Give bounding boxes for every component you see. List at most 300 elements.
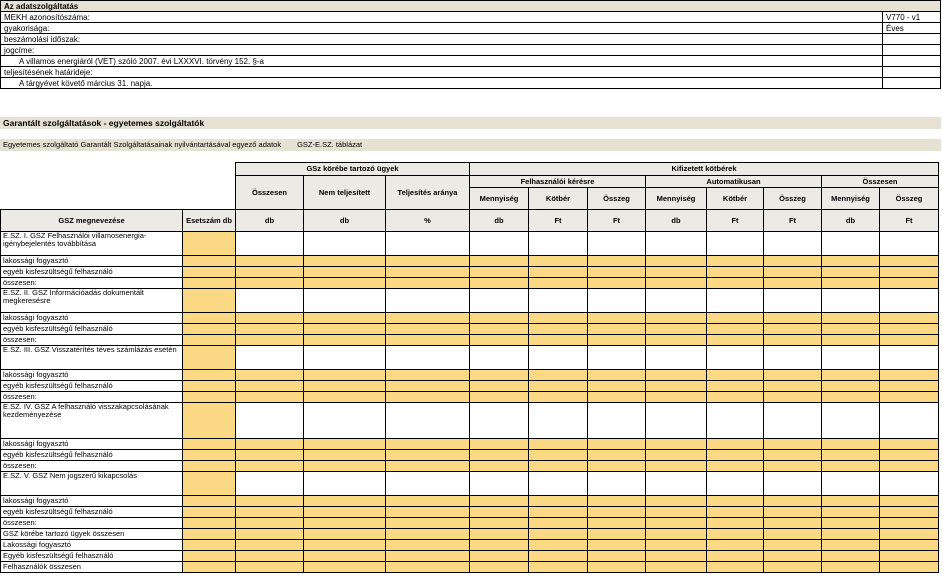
data-cell[interactable] bbox=[822, 346, 880, 370]
data-cell[interactable] bbox=[646, 370, 707, 381]
data-cell[interactable] bbox=[529, 267, 588, 278]
data-cell[interactable] bbox=[386, 278, 470, 289]
data-cell[interactable] bbox=[529, 289, 588, 313]
data-cell[interactable] bbox=[304, 529, 386, 540]
data-cell[interactable] bbox=[236, 381, 304, 392]
data-cell[interactable] bbox=[822, 370, 880, 381]
data-cell[interactable] bbox=[588, 313, 646, 324]
esetszam-cell[interactable] bbox=[183, 313, 236, 324]
data-cell[interactable] bbox=[304, 313, 386, 324]
data-cell[interactable] bbox=[646, 278, 707, 289]
data-cell[interactable] bbox=[386, 562, 470, 573]
data-cell[interactable] bbox=[822, 507, 880, 518]
data-cell[interactable] bbox=[646, 232, 707, 256]
esetszam-cell[interactable] bbox=[183, 540, 236, 551]
data-cell[interactable] bbox=[236, 370, 304, 381]
data-cell[interactable] bbox=[386, 540, 470, 551]
esetszam-cell[interactable] bbox=[183, 439, 236, 450]
data-cell[interactable] bbox=[470, 496, 529, 507]
data-cell[interactable] bbox=[707, 381, 764, 392]
data-cell[interactable] bbox=[822, 450, 880, 461]
esetszam-cell[interactable] bbox=[183, 289, 236, 313]
data-cell[interactable] bbox=[529, 346, 588, 370]
data-cell[interactable] bbox=[707, 518, 764, 529]
data-cell[interactable] bbox=[386, 346, 470, 370]
data-cell[interactable] bbox=[529, 313, 588, 324]
data-cell[interactable] bbox=[707, 551, 764, 562]
data-cell[interactable] bbox=[236, 496, 304, 507]
data-cell[interactable] bbox=[764, 267, 822, 278]
data-cell[interactable] bbox=[822, 518, 880, 529]
total-row bbox=[1, 529, 939, 540]
esetszam-cell[interactable] bbox=[183, 232, 236, 256]
data-cell[interactable] bbox=[386, 518, 470, 529]
data-cell[interactable] bbox=[822, 232, 880, 256]
data-cell[interactable] bbox=[304, 403, 386, 439]
data-cell[interactable] bbox=[529, 461, 588, 472]
data-cell[interactable] bbox=[764, 370, 822, 381]
data-cell[interactable] bbox=[880, 496, 939, 507]
data-cell[interactable] bbox=[588, 381, 646, 392]
data-cell[interactable] bbox=[529, 450, 588, 461]
data-cell[interactable] bbox=[588, 461, 646, 472]
data-cell[interactable] bbox=[470, 267, 529, 278]
data-cell[interactable] bbox=[822, 496, 880, 507]
data-cell[interactable] bbox=[822, 562, 880, 573]
data-cell[interactable] bbox=[236, 256, 304, 267]
data-cell[interactable] bbox=[646, 313, 707, 324]
data-cell[interactable] bbox=[646, 256, 707, 267]
esetszam-cell[interactable] bbox=[183, 346, 236, 370]
data-cell[interactable] bbox=[304, 267, 386, 278]
data-cell[interactable] bbox=[304, 551, 386, 562]
data-cell[interactable] bbox=[386, 370, 470, 381]
data-cell[interactable] bbox=[470, 324, 529, 335]
data-cell[interactable] bbox=[764, 562, 822, 573]
data-cell[interactable] bbox=[880, 403, 939, 439]
data-cell[interactable] bbox=[646, 496, 707, 507]
row-label: E.SZ. V. GSZ Nem jogszerű kikapcsolás bbox=[1, 472, 183, 496]
data-cell[interactable] bbox=[822, 267, 880, 278]
data-cell[interactable] bbox=[822, 529, 880, 540]
data-cell[interactable] bbox=[470, 370, 529, 381]
data-cell[interactable] bbox=[386, 450, 470, 461]
data-cell[interactable] bbox=[386, 335, 470, 346]
data-cell[interactable] bbox=[529, 335, 588, 346]
data-cell[interactable] bbox=[304, 540, 386, 551]
data-cell[interactable] bbox=[822, 540, 880, 551]
data-cell[interactable] bbox=[588, 403, 646, 439]
data-cell[interactable] bbox=[304, 289, 386, 313]
data-cell[interactable] bbox=[236, 551, 304, 562]
esetszam-cell[interactable] bbox=[183, 518, 236, 529]
data-cell[interactable] bbox=[470, 461, 529, 472]
data-cell[interactable] bbox=[529, 392, 588, 403]
data-cell[interactable] bbox=[822, 313, 880, 324]
data-cell[interactable] bbox=[707, 562, 764, 573]
data-cell[interactable] bbox=[822, 472, 880, 496]
info-value[interactable] bbox=[883, 78, 941, 89]
data-cell[interactable] bbox=[646, 461, 707, 472]
data-cell[interactable] bbox=[646, 450, 707, 461]
data-cell[interactable] bbox=[880, 232, 939, 256]
data-cell[interactable] bbox=[386, 472, 470, 496]
data-cell[interactable] bbox=[880, 392, 939, 403]
data-cell[interactable] bbox=[588, 439, 646, 450]
data-cell[interactable] bbox=[470, 472, 529, 496]
data-cell[interactable] bbox=[470, 518, 529, 529]
data-cell[interactable] bbox=[646, 551, 707, 562]
esetszam-cell[interactable] bbox=[183, 324, 236, 335]
data-cell[interactable] bbox=[304, 518, 386, 529]
data-cell[interactable] bbox=[529, 370, 588, 381]
info-value[interactable] bbox=[883, 45, 941, 56]
data-cell[interactable] bbox=[470, 507, 529, 518]
data-cell[interactable] bbox=[588, 518, 646, 529]
data-cell[interactable] bbox=[764, 461, 822, 472]
data-cell[interactable] bbox=[764, 507, 822, 518]
data-cell[interactable] bbox=[707, 450, 764, 461]
data-cell[interactable] bbox=[822, 439, 880, 450]
data-cell[interactable] bbox=[236, 439, 304, 450]
data-cell[interactable] bbox=[707, 529, 764, 540]
esetszam-cell[interactable] bbox=[183, 335, 236, 346]
data-cell[interactable] bbox=[822, 324, 880, 335]
data-cell[interactable] bbox=[707, 324, 764, 335]
data-cell[interactable] bbox=[236, 278, 304, 289]
esetszam-cell[interactable] bbox=[183, 461, 236, 472]
data-cell[interactable] bbox=[470, 381, 529, 392]
data-cell[interactable] bbox=[386, 496, 470, 507]
data-cell[interactable] bbox=[588, 267, 646, 278]
info-value[interactable]: Éves bbox=[883, 23, 941, 34]
esetszam-cell[interactable] bbox=[183, 392, 236, 403]
esetszam-cell[interactable] bbox=[183, 450, 236, 461]
data-cell[interactable] bbox=[880, 562, 939, 573]
data-cell[interactable] bbox=[236, 232, 304, 256]
data-cell[interactable] bbox=[386, 267, 470, 278]
data-cell[interactable] bbox=[470, 551, 529, 562]
data-cell[interactable] bbox=[880, 540, 939, 551]
data-cell[interactable] bbox=[880, 472, 939, 496]
data-cell[interactable] bbox=[386, 403, 470, 439]
data-cell[interactable] bbox=[707, 267, 764, 278]
data-cell[interactable] bbox=[880, 289, 939, 313]
data-cell[interactable] bbox=[529, 472, 588, 496]
data-cell[interactable] bbox=[588, 496, 646, 507]
data-cell[interactable] bbox=[304, 256, 386, 267]
data-cell[interactable] bbox=[588, 370, 646, 381]
data-cell[interactable] bbox=[707, 370, 764, 381]
data-cell[interactable] bbox=[588, 232, 646, 256]
data-cell[interactable] bbox=[236, 472, 304, 496]
data-cell[interactable] bbox=[236, 403, 304, 439]
data-cell[interactable] bbox=[764, 518, 822, 529]
data-cell[interactable] bbox=[470, 529, 529, 540]
data-cell[interactable] bbox=[529, 439, 588, 450]
data-cell[interactable] bbox=[470, 540, 529, 551]
data-cell[interactable] bbox=[304, 335, 386, 346]
data-cell[interactable] bbox=[386, 381, 470, 392]
data-cell[interactable] bbox=[764, 278, 822, 289]
data-cell[interactable] bbox=[646, 529, 707, 540]
data-cell[interactable] bbox=[646, 439, 707, 450]
data-cell[interactable] bbox=[646, 507, 707, 518]
esetszam-cell[interactable] bbox=[183, 562, 236, 573]
info-value[interactable] bbox=[883, 34, 941, 45]
data-cell[interactable] bbox=[646, 392, 707, 403]
data-cell[interactable] bbox=[529, 324, 588, 335]
esetszam-cell[interactable] bbox=[183, 403, 236, 439]
data-cell[interactable] bbox=[764, 392, 822, 403]
data-cell[interactable] bbox=[764, 403, 822, 439]
data-cell[interactable] bbox=[646, 381, 707, 392]
data-cell[interactable] bbox=[764, 472, 822, 496]
data-cell[interactable] bbox=[707, 256, 764, 267]
data-cell[interactable] bbox=[386, 551, 470, 562]
data-cell[interactable] bbox=[529, 496, 588, 507]
data-cell[interactable] bbox=[236, 289, 304, 313]
data-cell[interactable] bbox=[880, 450, 939, 461]
data-cell[interactable] bbox=[304, 392, 386, 403]
data-cell[interactable] bbox=[236, 507, 304, 518]
data-cell[interactable] bbox=[304, 439, 386, 450]
data-cell[interactable] bbox=[764, 496, 822, 507]
data-cell[interactable] bbox=[707, 346, 764, 370]
data-cell[interactable] bbox=[646, 472, 707, 496]
data-cell[interactable] bbox=[236, 529, 304, 540]
data-cell[interactable] bbox=[764, 346, 822, 370]
data-cell[interactable] bbox=[646, 335, 707, 346]
data-cell[interactable] bbox=[764, 439, 822, 450]
esetszam-cell[interactable] bbox=[183, 529, 236, 540]
data-cell[interactable] bbox=[880, 507, 939, 518]
data-cell[interactable] bbox=[646, 540, 707, 551]
data-cell[interactable] bbox=[304, 324, 386, 335]
data-cell[interactable] bbox=[588, 450, 646, 461]
esetszam-cell[interactable] bbox=[183, 370, 236, 381]
data-cell[interactable] bbox=[529, 381, 588, 392]
data-cell[interactable] bbox=[470, 392, 529, 403]
esetszam-cell[interactable] bbox=[183, 256, 236, 267]
data-cell[interactable] bbox=[707, 507, 764, 518]
info-value[interactable]: V770 - v1 bbox=[883, 12, 941, 23]
data-cell[interactable] bbox=[880, 267, 939, 278]
data-cell[interactable] bbox=[764, 313, 822, 324]
data-cell[interactable] bbox=[386, 529, 470, 540]
data-cell[interactable] bbox=[646, 346, 707, 370]
data-cell[interactable] bbox=[529, 518, 588, 529]
data-cell[interactable] bbox=[880, 518, 939, 529]
data-cell[interactable] bbox=[529, 256, 588, 267]
data-cell[interactable] bbox=[470, 439, 529, 450]
data-cell[interactable] bbox=[236, 450, 304, 461]
esetszam-cell[interactable] bbox=[183, 472, 236, 496]
data-cell[interactable] bbox=[764, 324, 822, 335]
data-cell[interactable] bbox=[236, 518, 304, 529]
data-cell[interactable] bbox=[588, 335, 646, 346]
data-cell[interactable] bbox=[470, 450, 529, 461]
unit-db: db bbox=[646, 210, 707, 232]
data-cell[interactable] bbox=[470, 232, 529, 256]
data-cell[interactable] bbox=[470, 289, 529, 313]
data-cell[interactable] bbox=[588, 540, 646, 551]
data-cell[interactable] bbox=[880, 381, 939, 392]
data-cell[interactable] bbox=[470, 346, 529, 370]
data-cell[interactable] bbox=[707, 439, 764, 450]
data-cell[interactable] bbox=[304, 381, 386, 392]
data-cell[interactable] bbox=[386, 439, 470, 450]
data-cell[interactable] bbox=[880, 461, 939, 472]
data-cell[interactable] bbox=[707, 335, 764, 346]
data-cell[interactable] bbox=[588, 278, 646, 289]
data-cell[interactable] bbox=[880, 256, 939, 267]
data-cell[interactable] bbox=[707, 232, 764, 256]
esetszam-cell[interactable] bbox=[183, 551, 236, 562]
data-cell[interactable] bbox=[880, 346, 939, 370]
data-cell[interactable] bbox=[236, 335, 304, 346]
data-cell[interactable] bbox=[822, 289, 880, 313]
data-cell[interactable] bbox=[304, 346, 386, 370]
data-cell[interactable] bbox=[236, 313, 304, 324]
data-cell[interactable] bbox=[304, 507, 386, 518]
data-cell[interactable] bbox=[304, 370, 386, 381]
data-cell[interactable] bbox=[880, 335, 939, 346]
data-cell[interactable] bbox=[236, 461, 304, 472]
data-cell[interactable] bbox=[386, 313, 470, 324]
data-cell[interactable] bbox=[529, 507, 588, 518]
data-cell[interactable] bbox=[764, 335, 822, 346]
data-cell[interactable] bbox=[236, 562, 304, 573]
data-cell[interactable] bbox=[386, 507, 470, 518]
data-cell[interactable] bbox=[304, 496, 386, 507]
data-cell[interactable] bbox=[529, 540, 588, 551]
data-cell[interactable] bbox=[529, 278, 588, 289]
info-value[interactable] bbox=[883, 67, 941, 78]
data-cell[interactable] bbox=[236, 346, 304, 370]
data-cell[interactable] bbox=[822, 403, 880, 439]
data-cell[interactable] bbox=[386, 392, 470, 403]
data-cell[interactable] bbox=[880, 278, 939, 289]
data-cell[interactable] bbox=[588, 529, 646, 540]
info-row bbox=[1, 78, 941, 89]
data-cell[interactable] bbox=[707, 289, 764, 313]
data-cell[interactable] bbox=[764, 529, 822, 540]
data-cell[interactable] bbox=[588, 562, 646, 573]
data-cell[interactable] bbox=[588, 392, 646, 403]
info-label: jogcíme: bbox=[1, 45, 883, 56]
data-cell[interactable] bbox=[646, 562, 707, 573]
data-cell[interactable] bbox=[646, 518, 707, 529]
data-cell[interactable] bbox=[880, 324, 939, 335]
data-cell[interactable] bbox=[880, 551, 939, 562]
data-cell[interactable] bbox=[822, 392, 880, 403]
data-cell[interactable] bbox=[707, 472, 764, 496]
data-cell[interactable] bbox=[880, 313, 939, 324]
data-cell[interactable] bbox=[588, 507, 646, 518]
data-cell[interactable] bbox=[386, 461, 470, 472]
data-cell[interactable] bbox=[822, 551, 880, 562]
esetszam-cell[interactable] bbox=[183, 507, 236, 518]
data-cell[interactable] bbox=[822, 256, 880, 267]
data-cell[interactable] bbox=[386, 232, 470, 256]
data-cell[interactable] bbox=[588, 472, 646, 496]
data-cell[interactable] bbox=[529, 562, 588, 573]
data-cell[interactable] bbox=[646, 403, 707, 439]
data-cell[interactable] bbox=[764, 381, 822, 392]
data-cell[interactable] bbox=[707, 461, 764, 472]
data-cell[interactable] bbox=[707, 496, 764, 507]
data-cell[interactable] bbox=[822, 381, 880, 392]
data-cell[interactable] bbox=[707, 540, 764, 551]
data-cell[interactable] bbox=[236, 392, 304, 403]
data-cell[interactable] bbox=[707, 313, 764, 324]
data-cell[interactable] bbox=[236, 540, 304, 551]
data-cell[interactable] bbox=[588, 324, 646, 335]
esetszam-cell[interactable] bbox=[183, 278, 236, 289]
data-cell[interactable] bbox=[880, 370, 939, 381]
data-cell[interactable] bbox=[588, 289, 646, 313]
data-cell[interactable] bbox=[304, 278, 386, 289]
esetszam-cell[interactable] bbox=[183, 381, 236, 392]
info-value[interactable] bbox=[883, 56, 941, 67]
data-cell[interactable] bbox=[822, 278, 880, 289]
data-cell[interactable] bbox=[646, 324, 707, 335]
data-cell[interactable] bbox=[764, 540, 822, 551]
data-cell[interactable] bbox=[304, 450, 386, 461]
data-cell[interactable] bbox=[822, 335, 880, 346]
data-cell[interactable] bbox=[646, 267, 707, 278]
data-cell[interactable] bbox=[880, 529, 939, 540]
data-cell[interactable] bbox=[822, 461, 880, 472]
data-cell[interactable] bbox=[304, 472, 386, 496]
esetszam-cell[interactable] bbox=[183, 267, 236, 278]
data-cell[interactable] bbox=[470, 335, 529, 346]
data-cell[interactable] bbox=[764, 551, 822, 562]
data-cell[interactable] bbox=[470, 256, 529, 267]
data-cell[interactable] bbox=[764, 289, 822, 313]
data-cell[interactable] bbox=[588, 346, 646, 370]
data-cell[interactable] bbox=[529, 403, 588, 439]
data-cell[interactable] bbox=[764, 232, 822, 256]
data-cell[interactable] bbox=[764, 256, 822, 267]
data-cell[interactable] bbox=[470, 313, 529, 324]
data-cell[interactable] bbox=[470, 403, 529, 439]
data-cell[interactable] bbox=[588, 256, 646, 267]
data-cell[interactable] bbox=[707, 403, 764, 439]
data-cell[interactable] bbox=[646, 289, 707, 313]
data-cell[interactable] bbox=[880, 439, 939, 450]
data-cell[interactable] bbox=[529, 551, 588, 562]
data-cell[interactable] bbox=[386, 324, 470, 335]
data-cell[interactable] bbox=[236, 324, 304, 335]
data-cell[interactable] bbox=[304, 461, 386, 472]
data-cell[interactable] bbox=[588, 551, 646, 562]
data-cell[interactable] bbox=[470, 278, 529, 289]
data-cell[interactable] bbox=[386, 256, 470, 267]
data-cell[interactable] bbox=[707, 278, 764, 289]
data-cell[interactable] bbox=[304, 562, 386, 573]
data-cell[interactable] bbox=[386, 289, 470, 313]
data-cell[interactable] bbox=[764, 450, 822, 461]
data-cell[interactable] bbox=[529, 529, 588, 540]
data-cell[interactable] bbox=[707, 392, 764, 403]
data-cell[interactable] bbox=[304, 232, 386, 256]
data-cell[interactable] bbox=[236, 267, 304, 278]
esetszam-cell[interactable] bbox=[183, 496, 236, 507]
data-cell[interactable] bbox=[529, 232, 588, 256]
data-cell[interactable] bbox=[470, 562, 529, 573]
